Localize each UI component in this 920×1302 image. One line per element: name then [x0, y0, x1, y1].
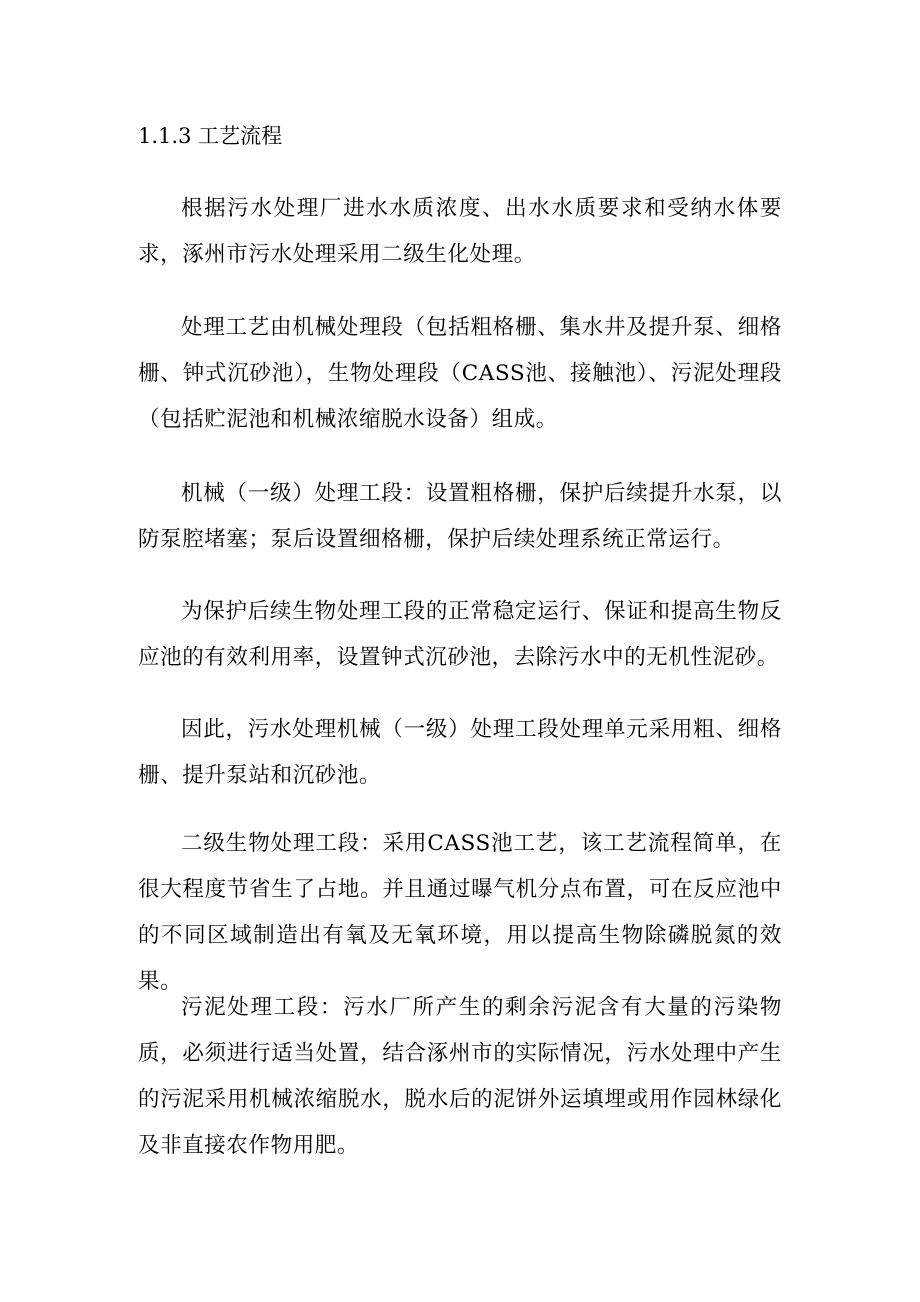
paragraph-mechanical-stage: 机械（一级）处理工段：设置粗格栅，保护后续提升水泵，以防泵腔堵塞；泵后设置细格栅，保护后续处理系统正常运行。 — [138, 481, 782, 552]
paragraph-grit-chamber: 为保护后续生物处理工段的正常稳定运行、保证和提高生物反应池的有效利用率，设置钟式沉砂池，去除污水中的无机性泥砂。 — [138, 599, 782, 670]
paragraph-primary-units: 因此，污水处理机械（一级）处理工段处理单元采用粗、细格栅、提升泵站和沉砂池。 — [138, 717, 782, 788]
paragraph-biological-stage: 二级生物处理工段：采用CASS池工艺，该工艺流程简单，在很大程度节省生了占地。并且通过曝气机分点布置，可在反应池中的不同区域制造出有氧及无氧环境，用以提高生物除磷脱氮的效果。 — [138, 831, 782, 994]
paragraph-sludge-stage: 污泥处理工段：污水厂所产生的剩余污泥含有大量的污染物质，必须进行适当处置，结合涿州市的实际情况，污水处理中产生的污泥采用机械浓缩脱水，脱水后的泥饼外运填埋或用作园林绿化及非直接农作物用肥。 — [138, 995, 782, 1158]
paragraph-process-composition: 处理工艺由机械处理段（包括粗格栅、集水井及提升泵、细格栅、钟式沉砂池），生物处理段（CASS池、接触池）、污泥处理段（包括贮泥池和机械浓缩脱水设备）组成。 — [138, 315, 782, 432]
paragraph-treatment-basis: 根据污水处理厂进水水质浓度、出水水质要求和受纳水体要求，涿州市污水处理采用二级生化处理。 — [138, 196, 782, 267]
section-heading: 1.1.3 工艺流程 — [138, 124, 283, 148]
